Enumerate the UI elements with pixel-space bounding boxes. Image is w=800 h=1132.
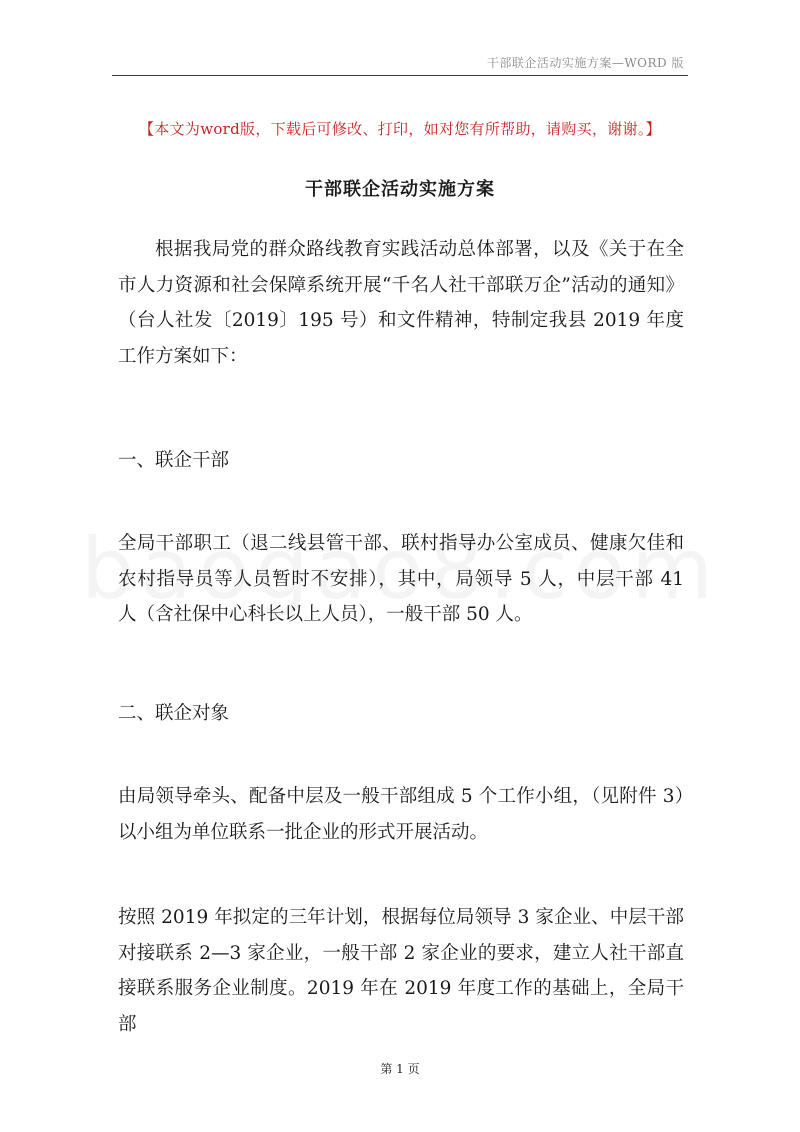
- header-divider: [112, 75, 688, 76]
- section-2-paragraph-2: 按照 2019 年拟定的三年计划，根据每位局领导 3 家企业、中层干部对接联系 2—3 家企业，一般干部 2 家企业的要求，建立人社干部直接联系服务企业制度。2019 年在 2019 年度工作的基础上，全局干部: [118, 907, 684, 1035]
- section-2-paragraph-1: 由局领导牵头、配备中层及一般干部组成 5 个工作小组，（见附件 3）以小组为单位联系一批企业的形式开展活动。: [118, 786, 684, 843]
- running-header: 干部联企活动实施方案—WORD 版: [486, 56, 684, 70]
- intro-paragraph: 根据我局党的群众路线教育实践活动总体部署，以及《关于在全市人力资源和社会保障系统开展“千名人社干部联万企”活动的通知》（台人社发〔2019〕195 号）和文件精神，特制定我县 2019 年度工作方案如下：: [118, 239, 684, 367]
- section-heading-2: 二、联企对象: [118, 703, 230, 724]
- purchase-notice: 【本文为word版，下载后可修改、打印，如对您有所帮助，请购买，谢谢。】: [139, 120, 661, 138]
- section-heading-1: 一、联企干部: [118, 450, 230, 471]
- section-1-paragraph: 全局干部职工（退二线县管干部、联村指导办公室成员、健康欠佳和农村指导员等人员暂时不安排），其中，局领导 5 人，中层干部 41 人（含社保中心科长以上人员），一般干部 50 人。: [118, 533, 684, 625]
- page-number: 第 1 页: [380, 1062, 420, 1076]
- document-title: 干部联企活动实施方案: [305, 179, 495, 200]
